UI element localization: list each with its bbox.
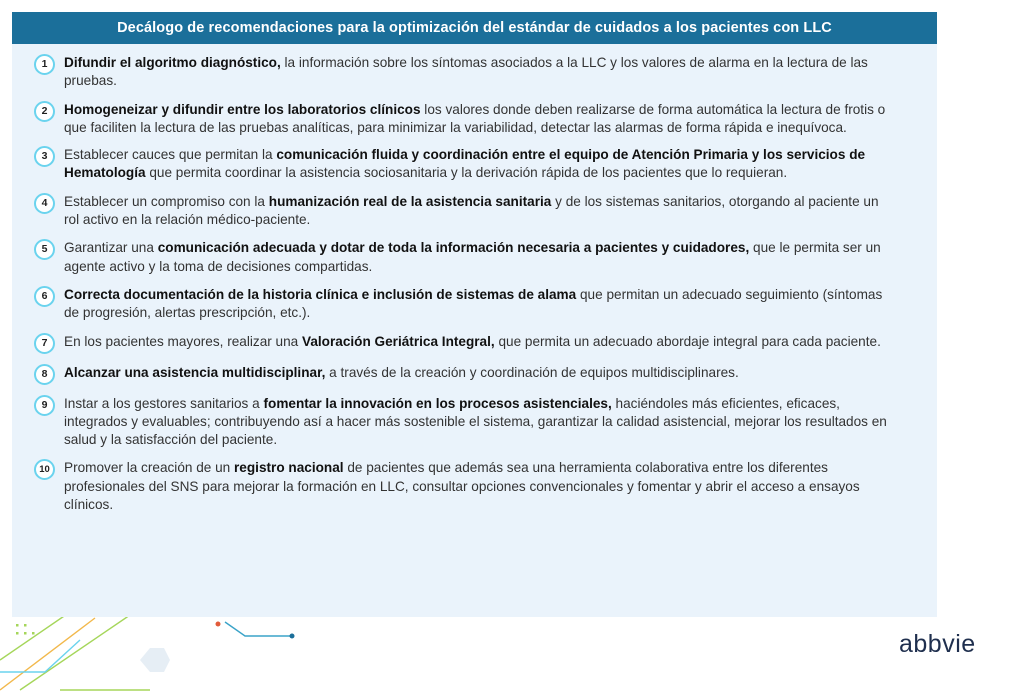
recommendation-item — [34, 101, 892, 138]
page-title: Decálogo de recomendaciones para la optimización del estándar de cuidados a los pacientes con LLC — [12, 12, 937, 44]
recommendation-item — [34, 54, 892, 91]
number-badge: 2 — [34, 101, 55, 122]
recommendation-text — [64, 364, 739, 382]
recommendation-item — [34, 239, 892, 276]
recommendation-item — [34, 193, 892, 230]
body-text: Garantizar una — [64, 240, 158, 256]
recommendation-text — [64, 101, 892, 138]
recommendation-item — [34, 286, 892, 323]
highlighted-text: Alcanzar una asistencia multidisciplinar, — [64, 364, 326, 380]
highlighted-text: Difundir el algoritmo diagnóstico, — [64, 55, 281, 70]
recommendation-text — [64, 239, 892, 276]
recommendation-item — [34, 395, 892, 450]
recommendation-text — [64, 333, 881, 351]
body-text: que permitan un adecuado seguimiento (síntomas de progresión, alertas prescripción, etc.). — [64, 286, 883, 321]
number-badge: 5 — [34, 239, 55, 260]
body-text: los valores donde deben realizarse de forma automática la lectura de frotis o que faciliten la lectura de las pruebas analíticas, para minimizar la variabilidad, detectar las alarmas de forma rápida e inequívoca. — [64, 101, 886, 135]
number-badge: 6 — [34, 286, 55, 307]
body-text: que le permita ser un agente activo y la toma de decisiones compartidas. — [64, 240, 881, 274]
highlighted-text: fomentar la innovación en los procesos asistenciales, — [263, 395, 612, 411]
body-text: la información sobre los síntomas asociados a la LLC y los valores de alarma en la lectura de las pruebas. — [64, 55, 868, 89]
abbvie-logo: abbvie — [899, 630, 976, 658]
recommendation-text — [64, 146, 892, 183]
recommendation-item — [34, 459, 892, 514]
recommendation-item — [34, 146, 892, 183]
body-text: haciéndoles más eficientes, eficaces, integrados y evaluables; contribuyendo así a hacer más sostenible el sistema, garantizar la calidad asistencial, mejorar los resultados en salud y la satisfacción del paciente. — [64, 395, 887, 448]
body-text: y de los sistemas sanitarios, otorgando al paciente un rol activo en la relación médico-paciente. — [64, 193, 879, 228]
recommendation-text — [64, 54, 892, 91]
body-text: En los pacientes mayores, realizar una — [64, 333, 303, 349]
recommendation-text — [64, 286, 892, 323]
highlighted-text: humanización real de la asistencia sanitaria — [268, 193, 552, 209]
body-text: Promover la creación de un — [64, 460, 235, 476]
highlighted-text: registro nacional — [234, 460, 344, 476]
body-text: a través de la creación y coordinación de equipos multidisciplinares. — [325, 364, 739, 380]
number-badge: 8 — [34, 364, 55, 385]
number-badge: 9 — [34, 395, 55, 416]
recommendation-text — [64, 459, 892, 514]
body-text: Instar a los gestores sanitarios a — [64, 395, 264, 411]
highlighted-text: comunicación adecuada y dotar de toda la información necesaria a pacientes y cuidadores, — [157, 240, 750, 256]
number-badge: 4 — [34, 193, 55, 214]
highlighted-text: Correcta documentación de la historia clínica e inclusión de sistemas de alama — [64, 286, 577, 302]
number-badge: 7 — [34, 333, 55, 354]
recommendation-item — [34, 364, 892, 385]
recommendation-text — [64, 193, 892, 230]
body-text: que permita un adecuado abordaje integral para cada paciente. — [494, 333, 881, 349]
recommendation-text — [64, 395, 892, 450]
body-text: que permita coordinar la asistencia sociosanitaria y la derivación rápida de los pacientes que lo requieran. — [145, 165, 788, 181]
highlighted-text: Valoración Geriátrica Integral, — [302, 333, 495, 349]
number-badge: 1 — [34, 54, 55, 75]
number-badge: 10 — [34, 459, 55, 480]
recommendations-list — [34, 54, 892, 514]
body-text: de pacientes que además sea una herramienta colaborativa entre los diferentes profesionales del SNS para mejorar la formación en LLC, consultar opciones convencionales y fomentar y abrir el acceso a ensayos clínicos. — [64, 460, 860, 513]
highlighted-text: Homogeneizar y difundir entre los laboratorios clínicos — [64, 101, 421, 117]
body-text: Establecer cauces que permitan la — [64, 147, 277, 163]
number-badge: 3 — [34, 146, 55, 167]
highlighted-text: comunicación fluida y coordinación entre el equipo de Atención Primaria y los servicios de Hematología — [64, 147, 866, 181]
body-text: Establecer un compromiso con la — [64, 193, 269, 209]
recommendation-item — [34, 333, 892, 354]
